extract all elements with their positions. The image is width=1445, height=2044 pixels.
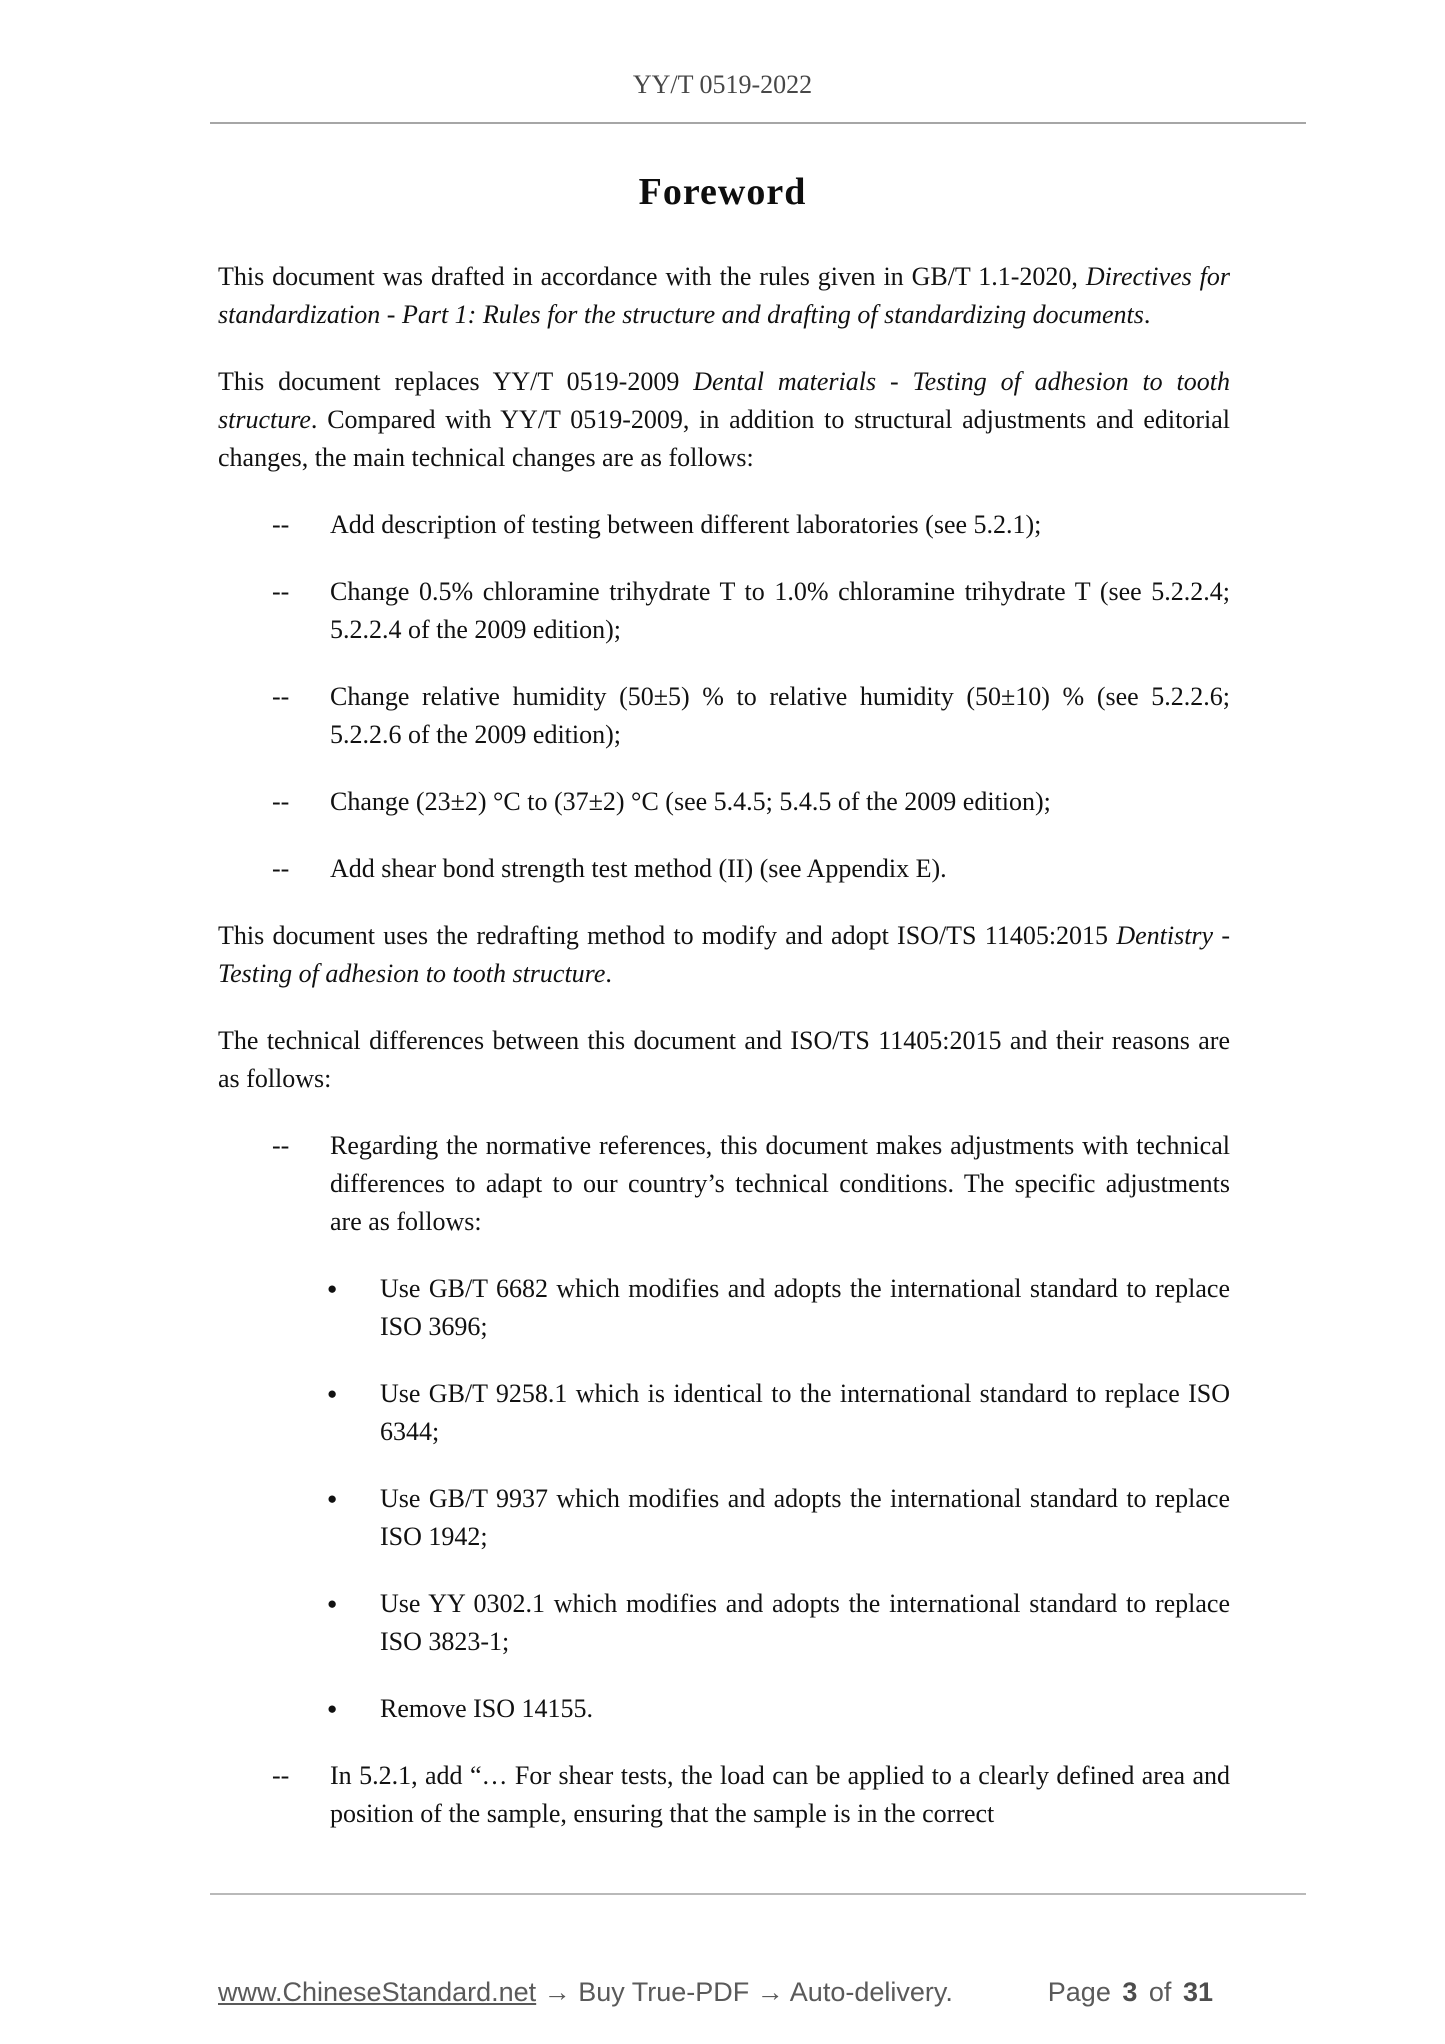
block-text bbox=[218, 258, 1230, 334]
text-segment: The technical differences between this document and ISO/TS 11405:2015 and their reasons are as follows: bbox=[218, 1026, 1230, 1093]
paragraph bbox=[218, 1022, 1230, 1098]
dash-list-item bbox=[218, 573, 1230, 649]
block-text bbox=[218, 917, 1230, 993]
page-total: 31 bbox=[1182, 1977, 1213, 2007]
dash-list-item bbox=[218, 1757, 1230, 1833]
footer-left bbox=[218, 1977, 953, 2008]
dash-marker: -- bbox=[272, 1131, 290, 1160]
block-text bbox=[218, 363, 1230, 477]
text-segment: Use GB/T 9258.1 which is identical to the international standard to replace ISO 6344; bbox=[380, 1379, 1230, 1446]
text-segment: This document was drafted in accordance with the rules given in GB/T 1.1-2020, bbox=[218, 262, 1086, 291]
text-segment: Regarding the normative references, this document makes adjustments with technical differences to adapt to our country’s technical conditions. The specific adjustments are as follows: bbox=[330, 1131, 1230, 1236]
block-text bbox=[330, 850, 1230, 888]
bullet-icon: ● bbox=[327, 1489, 338, 1508]
dash-marker: -- bbox=[272, 787, 290, 816]
dash-marker: -- bbox=[272, 682, 290, 711]
italic-text-segment: Directives for standardization - Part 1: Rules for the structure and drafting of standardizing documents bbox=[218, 262, 1230, 329]
block-text bbox=[330, 1757, 1230, 1833]
bullet-list-item bbox=[218, 1585, 1230, 1661]
text-segment: Change relative humidity (50±5) % to relative humidity (50±10) % (see 5.2.2.6; 5.2.2.6 of the 2009 edition); bbox=[330, 682, 1230, 749]
dash-list-item bbox=[218, 506, 1230, 544]
italic-text-segment: Dentistry - Testing of adhesion to tooth structure bbox=[218, 921, 1230, 988]
block-text bbox=[330, 1127, 1230, 1241]
text-segment: . bbox=[1143, 300, 1151, 329]
dash-marker: -- bbox=[272, 1761, 290, 1790]
bullet-list-item bbox=[218, 1270, 1230, 1346]
text-segment: Change (23±2) °C to (37±2) °C (see 5.4.5; 5.4.5 of the 2009 edition); bbox=[330, 787, 1051, 816]
doc-number: YY/T 0519-2022 bbox=[632, 70, 813, 99]
text-segment: Use GB/T 6682 which modifies and adopts the international standard to replace ISO 3696; bbox=[380, 1274, 1230, 1341]
block-text bbox=[380, 1585, 1230, 1661]
block-text bbox=[330, 783, 1230, 821]
dash-list-item bbox=[218, 850, 1230, 888]
block-text bbox=[380, 1270, 1230, 1346]
bullet-list-item bbox=[218, 1690, 1230, 1728]
footer-buy-label: Buy True-PDF bbox=[578, 1977, 750, 2007]
footer-divider bbox=[210, 1893, 1306, 1895]
bullet-list-item bbox=[218, 1480, 1230, 1556]
footer bbox=[218, 1977, 1215, 2008]
text-segment: In 5.2.1, add “… For shear tests, the load can be applied to a clearly defined area and position of the sample, ensuring that the sample is in the correct bbox=[330, 1761, 1230, 1828]
block-text bbox=[380, 1480, 1230, 1556]
text-segment: Use GB/T 9937 which modifies and adopts the international standard to replace ISO 1942; bbox=[380, 1484, 1230, 1551]
text-segment: . bbox=[605, 959, 612, 988]
footer-delivery-label: Auto-delivery. bbox=[789, 1977, 953, 2007]
block-text bbox=[218, 1022, 1230, 1098]
text-segment: Add shear bond strength test method (II) (see Appendix E). bbox=[330, 854, 947, 883]
block-text bbox=[380, 1375, 1230, 1451]
text-segment: Add description of testing between different laboratories (see 5.2.1); bbox=[330, 510, 1042, 539]
dash-list-item bbox=[218, 1127, 1230, 1241]
bullet-icon: ● bbox=[327, 1279, 338, 1298]
header-divider bbox=[210, 122, 1306, 124]
of-label: of bbox=[1148, 1977, 1172, 2007]
dash-list-item bbox=[218, 783, 1230, 821]
dash-marker: -- bbox=[272, 510, 290, 539]
page-indicator bbox=[1046, 1977, 1215, 2008]
paragraph bbox=[218, 258, 1230, 334]
block-text bbox=[330, 678, 1230, 754]
arrow-right-icon: → bbox=[756, 1977, 784, 2007]
text-segment: Use YY 0302.1 which modifies and adopts the international standard to replace ISO 3823-1; bbox=[380, 1589, 1230, 1656]
dash-list-item bbox=[218, 678, 1230, 754]
bullet-icon: ● bbox=[327, 1594, 338, 1613]
italic-text-segment: Dental materials - Testing of adhesion to tooth structure bbox=[218, 367, 1230, 434]
foreword-content bbox=[218, 258, 1230, 1833]
dash-marker: -- bbox=[272, 854, 290, 883]
page-label: Page bbox=[1047, 1977, 1111, 2007]
block-text bbox=[380, 1690, 1230, 1728]
bullet-icon: ● bbox=[327, 1384, 338, 1403]
bullet-icon: ● bbox=[327, 1699, 338, 1718]
footer-site-link[interactable]: www.ChineseStandard.net bbox=[218, 1977, 537, 2007]
block-text bbox=[330, 573, 1230, 649]
text-segment: . Compared with YY/T 0519-2009, in addition to structural adjustments and editorial changes, the main technical changes are as follows: bbox=[218, 405, 1230, 472]
paragraph bbox=[218, 917, 1230, 993]
text-segment: This document uses the redrafting method to modify and adopt ISO/TS 11405:2015 bbox=[218, 921, 1117, 950]
text-segment: Remove ISO 14155. bbox=[380, 1694, 594, 1723]
text-segment: Change 0.5% chloramine trihydrate T to 1.0% chloramine trihydrate T (see 5.2.2.4; 5.2.2.4 of the 2009 edition); bbox=[330, 577, 1230, 644]
page-title: Foreword bbox=[638, 171, 807, 213]
page-current: 3 bbox=[1122, 1977, 1138, 2007]
bullet-list-item bbox=[218, 1375, 1230, 1451]
paragraph bbox=[218, 363, 1230, 477]
block-text bbox=[330, 506, 1230, 544]
dash-marker: -- bbox=[272, 577, 290, 606]
text-segment: This document replaces YY/T 0519-2009 bbox=[218, 367, 694, 396]
arrow-right-icon: → bbox=[543, 1977, 571, 2007]
